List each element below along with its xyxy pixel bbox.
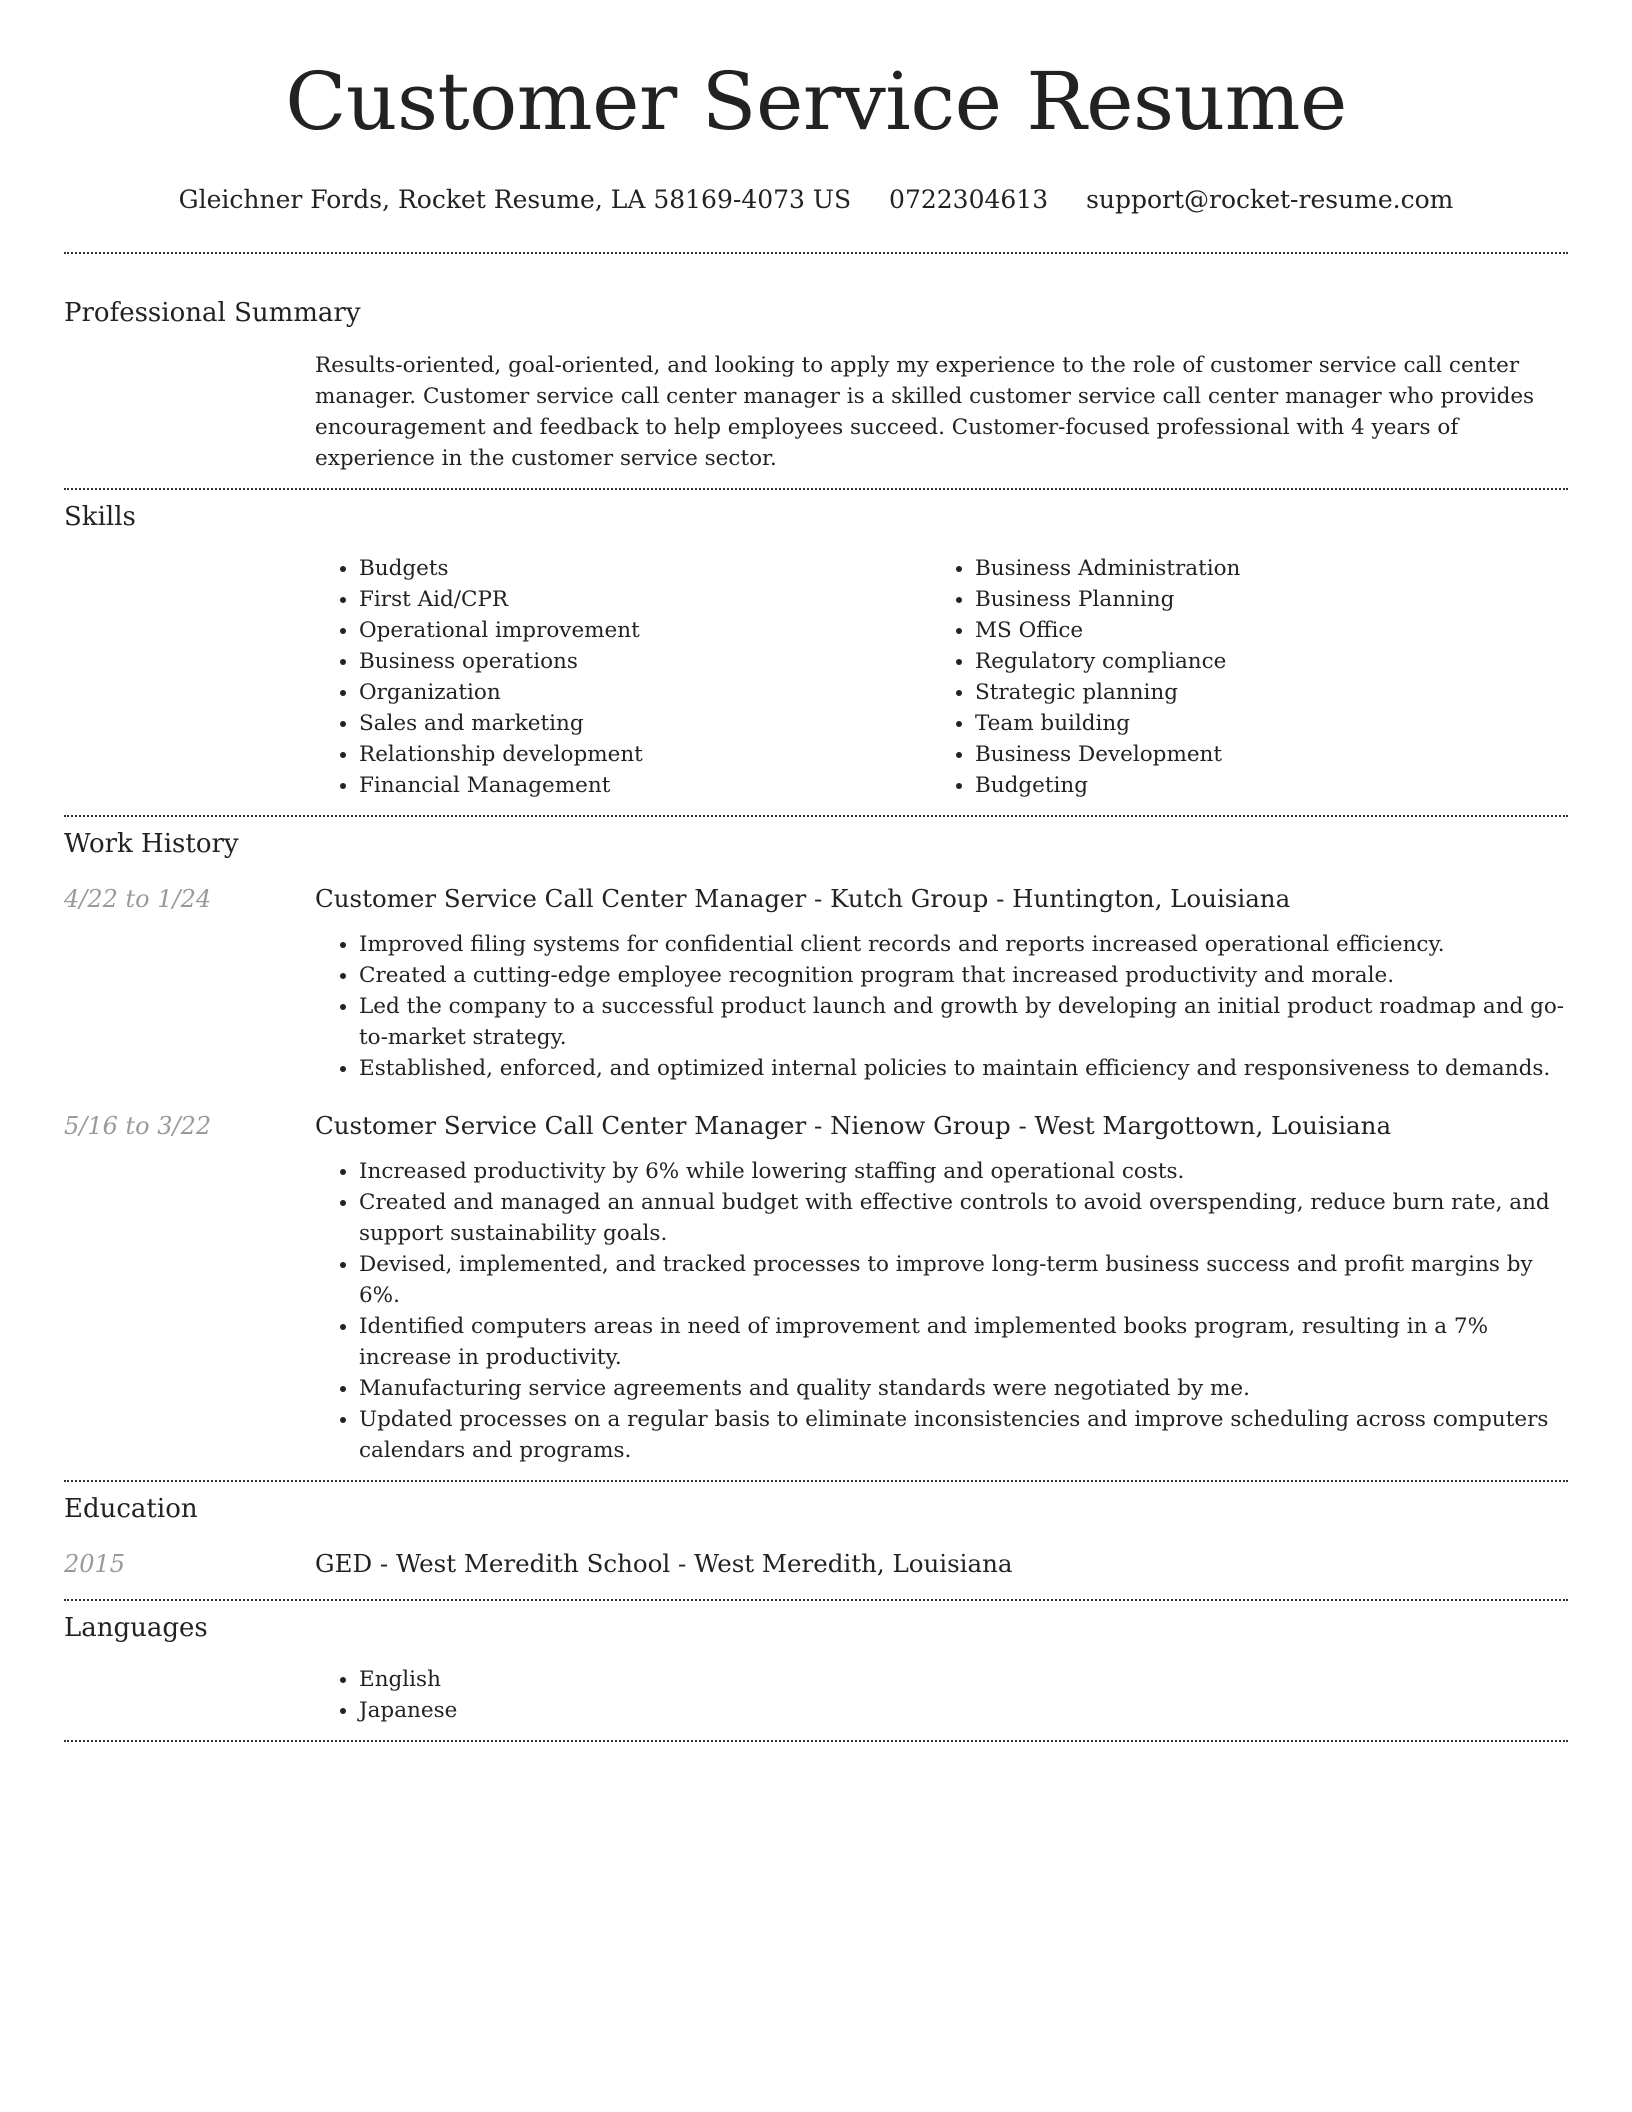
- job-entry: [64, 1109, 1568, 1466]
- summary-heading: Professional Summary: [64, 298, 361, 328]
- education-heading: Education: [64, 1494, 198, 1524]
- skill-item: • Strategic planning: [975, 677, 1547, 708]
- job-bullet: • Established, enforced, and optimized internal policies to maintain efficiency and responsiveness to demands.: [359, 1053, 1568, 1084]
- work-history-heading: Work History: [64, 829, 239, 859]
- job-bullet: • Increased productivity by 6% while lowering staffing and operational costs.: [359, 1156, 1568, 1187]
- skill-item: • First Aid/CPR: [359, 584, 931, 615]
- job-dates: 4/22 to 1/24: [64, 885, 212, 913]
- skill-item: • Regulatory compliance: [975, 646, 1547, 677]
- job-dates: 5/16 to 3/22: [64, 1112, 212, 1140]
- skill-item: • Business Development: [975, 739, 1547, 770]
- skill-item: • Relationship development: [359, 739, 931, 770]
- skill-item: • Sales and marketing: [359, 708, 931, 739]
- summary-text: Results-oriented, goal-oriented, and looking to apply my experience to the role of customer service call center manager. Customer service call center manager is a skilled customer service call center manager who provides encouragement and feedback to help employees succeed. Customer-focused professional with 4 years of experience in the customer service sector.: [315, 353, 1535, 471]
- education-title: GED - West Meredith School - West Meredith, Louisiana: [315, 1549, 1013, 1578]
- resume-title: Customer Service Resume: [285, 55, 1347, 148]
- skills-grid: [315, 553, 1568, 801]
- education-entry: [64, 1547, 1568, 1581]
- job-entry: [64, 882, 1568, 1084]
- skills-list-right: [931, 553, 1547, 801]
- skill-item: • Business Administration: [975, 553, 1547, 584]
- skill-item: • Budgets: [359, 553, 931, 584]
- skills-section: [64, 490, 1568, 801]
- job-title: Customer Service Call Center Manager - Kutch Group - Huntington, Louisiana: [315, 884, 1291, 913]
- language-item: • Japanese: [359, 1695, 1568, 1726]
- skill-item: • Team building: [975, 708, 1547, 739]
- skill-item: • Budgeting: [975, 770, 1547, 801]
- language-item: • English: [359, 1664, 1568, 1695]
- job-bullet: • Created a cutting-edge employee recognition program that increased productivity and morale.: [359, 960, 1568, 991]
- job-bullets: [315, 1156, 1568, 1466]
- skills-column-right: [931, 553, 1547, 801]
- job-bullet: • Identified computers areas in need of improvement and implemented books program, resulting in a 7% increase in productivity.: [359, 1311, 1568, 1373]
- contact-line: [64, 184, 1568, 216]
- skill-item: • Business Planning: [975, 584, 1547, 615]
- skills-list-left: [315, 553, 931, 801]
- job-title: Customer Service Call Center Manager - Nienow Group - West Margottown, Louisiana: [315, 1111, 1392, 1140]
- education-date: 2015: [64, 1550, 126, 1578]
- contact-phone: 0722304613: [889, 185, 1049, 214]
- job-bullet: • Updated processes on a regular basis to eliminate inconsistencies and improve scheduling across computers calendars and programs.: [359, 1404, 1568, 1466]
- languages-section: [64, 1601, 1568, 1726]
- job-bullet: • Improved filing systems for confidential client records and reports increased operational efficiency.: [359, 929, 1568, 960]
- work-history-section: [64, 817, 1568, 1466]
- job-bullet: • Devised, implemented, and tracked processes to improve long-term business success and profit margins by 6%.: [359, 1249, 1568, 1311]
- skill-item: • Organization: [359, 677, 931, 708]
- contact-address: Gleichner Fords, Rocket Resume, LA 58169-4073 US: [178, 185, 852, 214]
- skill-item: • Business operations: [359, 646, 931, 677]
- skill-item: • MS Office: [975, 615, 1547, 646]
- skill-item: • Operational improvement: [359, 615, 931, 646]
- education-section: [64, 1482, 1568, 1581]
- job-bullet: • Led the company to a successful product launch and growth by developing an initial product roadmap and go-to-market strategy.: [359, 991, 1568, 1053]
- summary-section: [64, 254, 1568, 474]
- skill-item: • Financial Management: [359, 770, 931, 801]
- section-divider: [64, 1740, 1568, 1742]
- job-bullets: [315, 929, 1568, 1084]
- languages-list: [315, 1664, 1568, 1726]
- skills-heading: Skills: [64, 502, 136, 532]
- job-bullet: • Created and managed an annual budget with effective controls to avoid overspending, reduce burn rate, and support sustainability goals.: [359, 1187, 1568, 1249]
- skills-column-left: [315, 553, 931, 801]
- languages-heading: Languages: [64, 1613, 208, 1643]
- contact-email: support@rocket-resume.com: [1086, 185, 1454, 214]
- job-bullet: • Manufacturing service agreements and quality standards were negotiated by me.: [359, 1373, 1568, 1404]
